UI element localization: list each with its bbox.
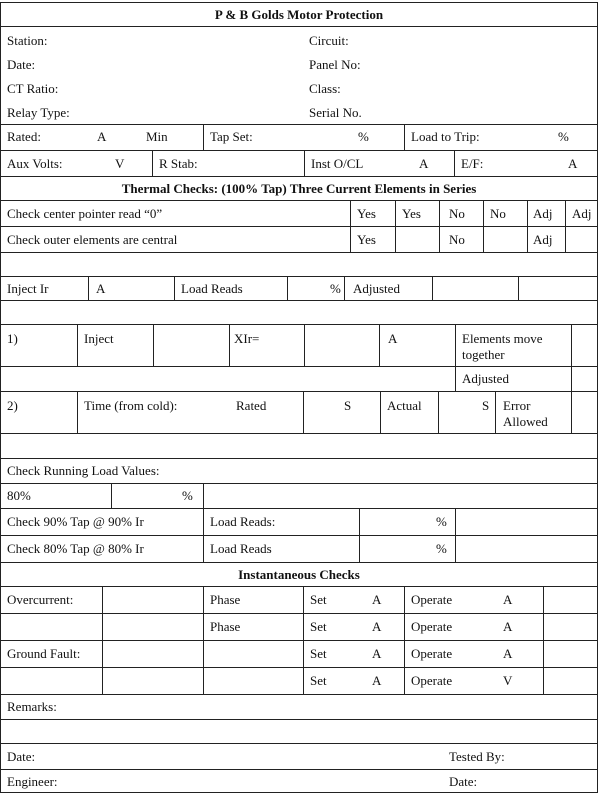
no-cell (439, 227, 483, 252)
ground-fault-row-2 (0, 667, 598, 694)
load-to-trip-label: Load to Trip: (411, 129, 480, 144)
test-1-adjusted-label: Adjusted (462, 371, 509, 386)
adj-option: Adj (533, 232, 553, 247)
inject-unit-cell (88, 277, 174, 300)
test-1-inject-label: Inject (84, 331, 114, 346)
test-2-row (0, 391, 598, 433)
ct-ratio-label: CT Ratio: (7, 81, 59, 96)
remarks-label: Remarks: (7, 699, 57, 714)
load-to-trip-unit: % (558, 129, 569, 144)
overcurrent-row-2 (0, 613, 598, 640)
tap-80-label: Check 80% Tap @ 80% Ir (7, 541, 144, 556)
ground-fault-row-1 (0, 640, 598, 667)
outer-elements-label: Check outer elements are central (7, 232, 178, 247)
instantaneous-heading-row (0, 562, 598, 586)
load-reads-cell (174, 277, 344, 300)
blank-cell (571, 392, 599, 433)
operate-label: Operate (411, 646, 453, 661)
blank-cell (102, 641, 203, 667)
set-unit: A (372, 646, 382, 661)
operate-unit: A (503, 619, 513, 634)
xir-label: XIr= (234, 331, 260, 346)
adj-option: Adj (572, 206, 592, 221)
spacer-row (0, 252, 598, 276)
load-to-trip-cell (404, 125, 569, 150)
tap-90-value-cell (359, 509, 455, 535)
adj-cell (527, 227, 565, 252)
tap-80-row (0, 535, 598, 562)
ef-label: E/F: (461, 156, 484, 171)
footer-row-1 (0, 743, 598, 769)
adj-cell (565, 201, 599, 226)
blank-cell (565, 227, 599, 252)
no-cell (439, 201, 483, 226)
spacer-row (0, 300, 598, 324)
thermal-row-1 (0, 200, 598, 226)
operate-cell (404, 614, 543, 640)
phase-label: Phase (210, 592, 241, 607)
rated-time-unit: S (344, 398, 352, 413)
blank-cell (518, 277, 599, 300)
yes-option: Yes (402, 206, 421, 221)
blank-cell (203, 484, 599, 508)
actual-time-unit: S (482, 398, 490, 413)
blank-cell (543, 614, 599, 640)
date-label: Date: (7, 57, 36, 72)
test-1-adjusted-row (0, 366, 598, 391)
aux-volts-unit: V (115, 156, 125, 171)
station-label: Station: (7, 33, 48, 48)
tap-90-load-label: Load Reads: (210, 514, 276, 529)
no-option: No (449, 206, 465, 221)
class-label: Class: (309, 81, 341, 96)
tap-90-load-cell (203, 509, 359, 535)
test-1-number: 1) (7, 331, 18, 346)
tap-80-value-cell (359, 536, 455, 562)
phase-label: Phase (210, 619, 241, 634)
operate-cell (404, 641, 543, 667)
serial-no-label: Serial No. (309, 105, 362, 120)
elements-move-cell (455, 325, 571, 366)
set-label: Set (310, 592, 327, 607)
tap-set-cell (203, 125, 369, 150)
r-stab-label: R Stab: (159, 156, 198, 171)
operate-unit: V (503, 673, 513, 688)
running-80-label: 80% (7, 488, 31, 503)
operate-label: Operate (411, 592, 453, 607)
no-cell (483, 201, 527, 226)
inst-ocl-cell (304, 151, 429, 176)
xir-cell (229, 325, 304, 366)
set-unit: A (372, 592, 382, 607)
blank-cell (432, 277, 518, 300)
set-label: Set (310, 646, 327, 661)
load-reads-unit: % (330, 281, 341, 296)
operate-cell (404, 587, 543, 613)
actual-label: Actual (387, 398, 422, 413)
running-80-unit: % (182, 488, 193, 503)
tap-90-label: Check 90% Tap @ 90% Ir (7, 514, 144, 529)
set-cell (303, 668, 404, 694)
yes-cell (350, 227, 395, 252)
thermal-row-2 (0, 226, 598, 252)
running-load-heading: Check Running Load Values: (7, 463, 160, 478)
blank-cell (543, 641, 599, 667)
thermal-heading-row (0, 176, 598, 200)
tap-set-label: Tap Set: (210, 129, 253, 144)
adj-option: Adj (533, 206, 553, 221)
adjusted-label: Adjusted (353, 281, 400, 296)
cell-divider (287, 277, 288, 300)
tap-80-unit: % (436, 541, 447, 556)
instantaneous-heading: Instantaneous Checks (238, 567, 360, 582)
operate-label: Operate (411, 619, 453, 634)
blank-cell (571, 325, 599, 366)
panel-no-label: Panel No: (309, 57, 361, 72)
blank-cell (203, 641, 303, 667)
tap-80-load-cell (203, 536, 359, 562)
test-1-adjusted-cell (455, 367, 571, 391)
running-load-heading-row (0, 458, 598, 483)
tap-set-unit: % (358, 129, 369, 144)
actual-time-cell (438, 392, 495, 433)
actual-cell (380, 392, 438, 433)
set-unit: A (372, 619, 382, 634)
blank-cell (102, 614, 203, 640)
no-option: No (490, 206, 506, 221)
blank-cell (203, 668, 303, 694)
time-cell (77, 392, 303, 433)
phase-cell (203, 587, 303, 613)
yes-option: Yes (357, 206, 376, 221)
blank-cell (455, 509, 599, 535)
form-title: P & B Golds Motor Protection (214, 7, 384, 22)
tap-90-unit: % (436, 514, 447, 529)
footer-date-label: Date: (7, 749, 36, 764)
circuit-label: Circuit: (309, 33, 349, 48)
spacer-row (0, 433, 598, 458)
center-pointer-label: Check center pointer read “0” (7, 206, 163, 221)
blank-cell (102, 587, 203, 613)
set-cell (303, 587, 404, 613)
footer-date2-label: Date: (449, 774, 478, 789)
running-80-value-cell (111, 484, 203, 508)
remarks-blank-row (0, 719, 598, 743)
overcurrent-row-1 (0, 586, 598, 613)
blank-cell (153, 325, 229, 366)
ground-fault-label: Ground Fault: (7, 646, 81, 661)
ef-cell (454, 151, 578, 176)
yes-cell (395, 201, 439, 226)
set-unit: A (372, 673, 382, 688)
tap-80-load-label: Load Reads (210, 541, 272, 556)
blank-cell (102, 668, 203, 694)
blank-cell (543, 587, 599, 613)
yes-option: Yes (357, 232, 376, 247)
test-1-row (0, 324, 598, 366)
blank-cell (543, 668, 599, 694)
elements-move-label: Elements move together (462, 331, 543, 362)
operate-unit: A (503, 646, 513, 661)
inject-ir-label: Inject Ir (7, 281, 49, 296)
inst-ocl-label: Inst O/CL (311, 156, 364, 171)
error-allowed-label: Error Allowed (503, 398, 548, 429)
rated-time-cell (303, 392, 380, 433)
adj-cell (527, 201, 565, 226)
inject-row (0, 276, 598, 300)
phase-cell (203, 614, 303, 640)
r-stab-cell (152, 151, 198, 176)
thermal-heading: Thermal Checks: (100% Tap) Three Current Elements in Series (121, 181, 477, 196)
inject-unit: A (96, 281, 106, 296)
xir-unit-cell (379, 325, 455, 366)
operate-label: Operate (411, 673, 453, 688)
ef-unit: A (568, 156, 578, 171)
tested-by-label: Tested By: (449, 749, 505, 764)
set-cell (303, 614, 404, 640)
operate-cell (404, 668, 543, 694)
header-block (0, 26, 598, 124)
rated-unit-min: Min (146, 129, 168, 144)
relay-type-label: Relay Type: (7, 105, 70, 120)
set-label: Set (310, 673, 327, 688)
set-label: Set (310, 619, 327, 634)
yes-cell (350, 201, 395, 226)
overcurrent-label: Overcurrent: (7, 592, 74, 607)
blank-cell (571, 367, 599, 391)
load-reads-label: Load Reads (181, 281, 243, 296)
aux-row (0, 150, 598, 176)
time-label: Time (from cold): (84, 398, 178, 413)
inst-ocl-unit: A (419, 156, 429, 171)
footer-row-2 (0, 769, 598, 793)
blank-cell (483, 227, 527, 252)
aux-volts-label: Aux Volts: (7, 156, 63, 171)
blank-cell (395, 227, 439, 252)
rated-row (0, 124, 598, 150)
set-cell (303, 641, 404, 667)
blank-cell (455, 536, 599, 562)
operate-unit: A (503, 592, 513, 607)
error-allowed-cell (495, 392, 571, 433)
running-80-row (0, 483, 598, 508)
blank-cell (304, 325, 379, 366)
rated-unit-a: A (97, 129, 107, 144)
form-title-row (0, 2, 598, 26)
adjusted-cell (344, 277, 432, 300)
xir-unit: A (388, 331, 398, 346)
test-1-inject-cell (77, 325, 153, 366)
no-option: No (449, 232, 465, 247)
rated-label: Rated: (7, 129, 41, 144)
engineer-label: Engineer: (7, 774, 58, 789)
tap-90-row (0, 508, 598, 535)
rated-time-label: Rated (236, 398, 267, 413)
remarks-row (0, 694, 598, 719)
test-2-number: 2) (7, 398, 18, 413)
